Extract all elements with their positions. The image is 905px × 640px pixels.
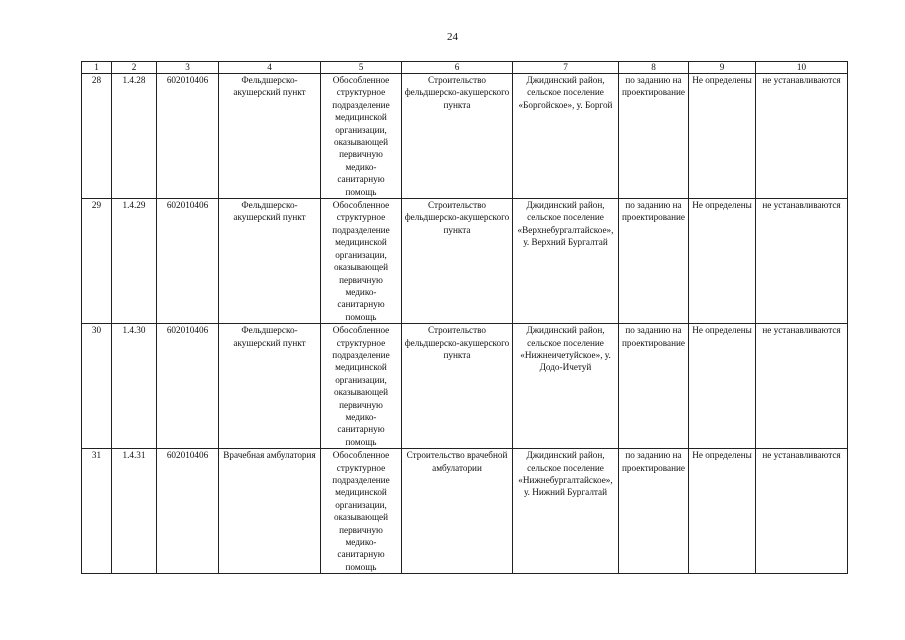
row-number: 28 (82, 74, 112, 199)
header-row (82, 62, 848, 74)
planned-action: Строительство врачебной амбулатории (402, 449, 513, 574)
object-purpose: Обособленное структурное подразделение медицинской организации, оказывающей первичную медико-санитарную помощь (321, 74, 402, 199)
column-header: 1 (82, 62, 112, 74)
object-purpose: Обособленное структурное подразделение медицинской организации, оказывающей первичную медико-санитарную помощь (321, 449, 402, 574)
column-header: 4 (219, 62, 321, 74)
table-row (82, 324, 848, 449)
object-id: 602010406 (157, 199, 219, 324)
object-location: Джидинский район, сельское поселение «Боргойское», у. Боргой (513, 74, 619, 199)
row-number: 30 (82, 324, 112, 449)
object-parameters: по заданию на проектирование (619, 199, 689, 324)
planned-action: Строительство фельдшерско-акушерского пункта (402, 324, 513, 449)
object-zone: Не определены (689, 449, 756, 574)
object-code: 1.4.31 (112, 449, 157, 574)
table-row (82, 74, 848, 199)
planned-action: Строительство фельдшерско-акушерского пункта (402, 199, 513, 324)
object-type: Фельдшерско-акушерский пункт (219, 74, 321, 199)
object-code: 1.4.28 (112, 74, 157, 199)
object-type: Фельдшерско-акушерский пункт (219, 324, 321, 449)
object-id: 602010406 (157, 324, 219, 449)
column-header: 8 (619, 62, 689, 74)
column-header: 7 (513, 62, 619, 74)
object-type: Фельдшерско-акушерский пункт (219, 199, 321, 324)
row-number: 29 (82, 199, 112, 324)
table-row (82, 199, 848, 324)
object-id: 602010406 (157, 74, 219, 199)
column-header: 5 (321, 62, 402, 74)
object-location: Джидинский район, сельское поселение «Нижнеичетуйское», у. Додо-Ичетуй (513, 324, 619, 449)
object-purpose: Обособленное структурное подразделение медицинской организации, оказывающей первичную медико-санитарную помощь (321, 324, 402, 449)
object-zone: Не определены (689, 74, 756, 199)
object-zone: Не определены (689, 324, 756, 449)
table-row (82, 449, 848, 574)
planned-action: Строительство фельдшерско-акушерского пункта (402, 74, 513, 199)
object-restrictions: не устанавливаются (756, 324, 848, 449)
register-table (81, 61, 848, 574)
object-code: 1.4.29 (112, 199, 157, 324)
object-location: Джидинский район, сельское поселение «Верхнебургалтайское», у. Верхний Бургалтай (513, 199, 619, 324)
column-header: 9 (689, 62, 756, 74)
page-number: 24 (447, 31, 458, 43)
object-parameters: по заданию на проектирование (619, 74, 689, 199)
row-number: 31 (82, 449, 112, 574)
object-parameters: по заданию на проектирование (619, 324, 689, 449)
object-purpose: Обособленное структурное подразделение медицинской организации, оказывающей первичную медико-санитарную помощь (321, 199, 402, 324)
object-parameters: по заданию на проектирование (619, 449, 689, 574)
object-zone: Не определены (689, 199, 756, 324)
column-header: 2 (112, 62, 157, 74)
object-code: 1.4.30 (112, 324, 157, 449)
object-id: 602010406 (157, 449, 219, 574)
column-header: 3 (157, 62, 219, 74)
object-type: Врачебная амбулатория (219, 449, 321, 574)
column-header: 10 (756, 62, 848, 74)
object-restrictions: не устанавливаются (756, 74, 848, 199)
object-restrictions: не устанавливаются (756, 199, 848, 324)
object-restrictions: не устанавливаются (756, 449, 848, 574)
column-header: 6 (402, 62, 513, 74)
object-location: Джидинский район, сельское поселение «Нижнебургалтайское», у. Нижний Бургалтай (513, 449, 619, 574)
